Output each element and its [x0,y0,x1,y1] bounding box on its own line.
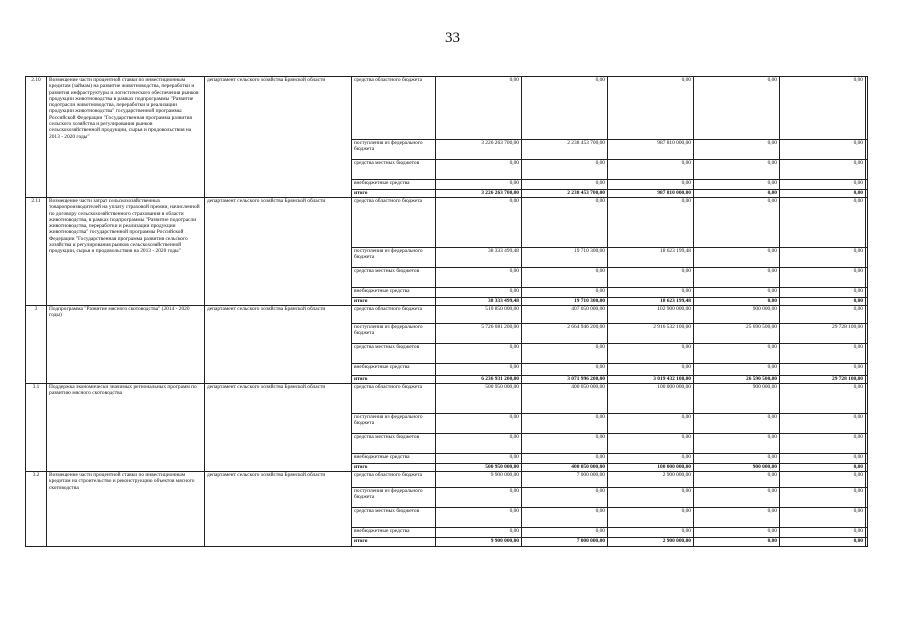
amount-cell: 0,00 [780,528,866,538]
amount-cell: 0,00 [694,528,780,538]
amount-cell: 510 850 000,00 [436,306,522,324]
amount-cell: 0,00 [608,268,694,288]
amount-cell: 38 333 499,48 [436,298,522,306]
amount-cell: 0,00 [694,538,780,547]
table-row [26,198,868,248]
amount-cell: 3 226 263 700,00 [436,140,522,160]
amount-cell: 0,00 [780,384,866,414]
amount-cell: 26 590 500,00 [694,376,780,384]
amount-cell [866,140,868,160]
amount-cell: 0,00 [608,414,694,434]
amount-cell: 9 900 000,00 [436,538,522,547]
amount-cell: 0,00 [780,288,866,298]
table-body [26,77,868,547]
amount-cell: 500 950 000,00 [436,464,522,472]
amount-cell: 29 728 100,00 [780,376,866,384]
amount-cell: 0,00 [780,434,866,454]
amount-cell: 400 050 000,00 [522,464,608,472]
amount-cell: 0,00 [522,488,608,508]
amount-cell: 0,00 [694,488,780,508]
funding-source: итого [352,538,436,547]
amount-cell: 3 071 996 200,00 [522,376,608,384]
funding-source: внебюджетные средства [352,288,436,298]
amount-cell: 0,00 [780,364,866,376]
funding-source: поступления из федерального бюджета [352,140,436,160]
amount-cell: 900 000,00 [694,464,780,472]
amount-cell: 2 664 946 200,00 [522,324,608,344]
amount-cell: 0,00 [436,434,522,454]
amount-cell [866,384,868,414]
funding-source: поступления из федерального бюджета [352,324,436,344]
amount-cell: 2 238 453 700,00 [522,190,608,198]
item-description: Подпрограмма "Развитие мясного скотоводства" (2014 - 2020 годы) [47,306,205,384]
budget-table [25,76,868,547]
amount-cell: 0,00 [522,180,608,190]
amount-cell [866,306,868,324]
amount-cell: 0,00 [436,414,522,434]
amount-cell [866,434,868,454]
amount-cell [866,180,868,190]
amount-cell: 0,00 [694,344,780,364]
amount-cell: 0,00 [780,160,866,180]
amount-cell: 0,00 [780,180,866,190]
funding-source: внебюджетные средства [352,454,436,464]
amount-cell [866,324,868,344]
item-number: 3.2 [26,472,47,547]
funding-source: средства местных бюджетов [352,434,436,454]
funding-source: средства местных бюджетов [352,344,436,364]
amount-cell: 0,00 [780,488,866,508]
amount-cell: 0,00 [780,77,866,140]
amount-cell: 0,00 [608,77,694,140]
amount-cell: 0,00 [436,180,522,190]
amount-cell: 0,00 [608,288,694,298]
funding-source: итого [352,298,436,306]
funding-source: внебюджетные средства [352,528,436,538]
amount-cell: 0,00 [522,508,608,528]
amount-cell: 407 050 000,00 [522,306,608,324]
amount-cell: 0,00 [436,198,522,248]
amount-cell: 0,00 [436,77,522,140]
amount-cell: 0,00 [608,180,694,190]
amount-cell: 0,00 [694,77,780,140]
amount-cell: 0,00 [436,508,522,528]
item-executor: департамент сельского хозяйства Брянской области [205,384,352,472]
funding-source: средства областного бюджета [352,472,436,488]
amount-cell: 0,00 [780,198,866,248]
amount-cell: 0,00 [780,538,866,547]
amount-cell: 0,00 [780,306,866,324]
amount-cell: 0,00 [780,344,866,364]
amount-cell: 0,00 [522,528,608,538]
amount-cell: 0,00 [780,140,866,160]
amount-cell [866,538,868,547]
amount-cell: 0,00 [436,488,522,508]
amount-cell: 0,00 [694,198,780,248]
amount-cell: 0,00 [436,454,522,464]
funding-source: средства областного бюджета [352,198,436,248]
amount-cell: 400 050 000,00 [522,384,608,414]
amount-cell: 0,00 [522,454,608,464]
amount-cell: 0,00 [608,488,694,508]
amount-cell: 0,00 [694,160,780,180]
amount-cell [866,288,868,298]
funding-source: итого [352,376,436,384]
table-row [26,384,868,414]
amount-cell [866,77,868,140]
amount-cell: 900 000,00 [694,384,780,414]
amount-cell: 3 226 263 700,00 [436,190,522,198]
item-executor: департамент сельского хозяйства Брянской области [205,198,352,306]
item-executor: департамент сельского хозяйства Брянской области [205,306,352,384]
table-row [26,472,868,488]
amount-cell: 19 710 300,00 [522,298,608,306]
amount-cell [866,344,868,364]
funding-source: средства местных бюджетов [352,160,436,180]
amount-cell: 0,00 [608,508,694,528]
amount-cell: 6 236 931 200,00 [436,376,522,384]
funding-source: итого [352,464,436,472]
funding-source: внебюджетные средства [352,180,436,190]
amount-cell: 0,00 [522,414,608,434]
amount-cell: 0,00 [522,268,608,288]
table-row [26,77,868,140]
amount-cell: 0,00 [436,344,522,364]
amount-cell [866,508,868,528]
amount-cell: 0,00 [522,198,608,248]
item-number: 2.11 [26,198,47,306]
amount-cell: 7 000 000,00 [522,538,608,547]
amount-cell: 0,00 [780,454,866,464]
funding-source: поступления из федерального бюджета [352,248,436,268]
amount-cell [866,190,868,198]
amount-cell: 0,00 [608,454,694,464]
funding-source: поступления из федерального бюджета [352,488,436,508]
amount-cell: 0,00 [608,160,694,180]
amount-cell: 0,00 [780,414,866,434]
amount-cell: 0,00 [694,190,780,198]
funding-source: средства областного бюджета [352,306,436,324]
amount-cell [866,528,868,538]
amount-cell: 500 950 000,00 [436,384,522,414]
amount-cell: 0,00 [694,434,780,454]
amount-cell: 0,00 [436,268,522,288]
amount-cell: 9 900 000,00 [436,472,522,488]
amount-cell: 0,00 [608,344,694,364]
funding-source: средства областного бюджета [352,384,436,414]
amount-cell: 0,00 [436,528,522,538]
amount-cell: 0,00 [780,508,866,528]
amount-cell: 0,00 [780,248,866,268]
funding-source: средства местных бюджетов [352,508,436,528]
amount-cell: 0,00 [780,472,866,488]
item-number: 3 [26,306,47,384]
amount-cell: 2 238 453 700,00 [522,140,608,160]
amount-cell [866,364,868,376]
amount-cell: 38 333 499,48 [436,248,522,268]
amount-cell [866,376,868,384]
amount-cell: 0,00 [608,364,694,376]
amount-cell: 0,00 [694,140,780,160]
amount-cell: 0,00 [694,180,780,190]
funding-source: внебюджетные средства [352,364,436,376]
amount-cell: 987 810 000,00 [608,190,694,198]
amount-cell: 2 900 000,00 [608,472,694,488]
amount-cell: 0,00 [522,344,608,364]
item-number: 3.1 [26,384,47,472]
amount-cell: 0,00 [608,434,694,454]
amount-cell [866,414,868,434]
funding-source: средства областного бюджета [352,77,436,140]
amount-cell: 987 810 000,00 [608,140,694,160]
amount-cell: 0,00 [608,528,694,538]
amount-cell: 0,00 [780,298,866,306]
amount-cell: 3 019 432 100,00 [608,376,694,384]
item-description: Возмещение части процентной ставки по инвестиционным кредитам на строительство и реконструкцию объектов мясного скотоводства [47,472,205,547]
amount-cell: 900 000,00 [694,306,780,324]
amount-cell: 25 690 500,00 [694,324,780,344]
amount-cell: 0,00 [694,248,780,268]
amount-cell: 0,00 [522,77,608,140]
funding-source: средства местных бюджетов [352,268,436,288]
amount-cell [866,464,868,472]
amount-cell: 0,00 [694,454,780,464]
amount-cell: 0,00 [694,472,780,488]
amount-cell: 7 000 000,00 [522,472,608,488]
amount-cell: 0,00 [694,364,780,376]
amount-cell: 0,00 [694,268,780,288]
amount-cell: 0,00 [436,364,522,376]
amount-cell: 0,00 [780,190,866,198]
amount-cell [866,198,868,248]
amount-cell: 100 000 000,00 [608,384,694,414]
amount-cell [866,454,868,464]
amount-cell: 0,00 [436,288,522,298]
amount-cell: 29 728 100,00 [780,324,866,344]
item-description: Возмещение части затрат сельскохозяйственных товаропроизводителей на уплату страховой премии, начисленной по договору сельскохозяйственного страхования в области животноводства, в рамках подпрограммы "Развитие подотрасли животноводства, переработки и реализации продукции животноводства" государственной программы Российской Федерации "Государственная программа развития сельского хозяйства и регулирования рынков сельскохозяйственной продукции, сырья и продовольствия на 2013 - 2020 годы" [47,198,205,306]
amount-cell: 100 000 000,00 [608,464,694,472]
amount-cell: 0,00 [436,160,522,180]
table-row [26,306,868,324]
amount-cell: 0,00 [522,288,608,298]
amount-cell [866,160,868,180]
amount-cell: 19 710 300,00 [522,248,608,268]
amount-cell: 0,00 [780,268,866,288]
amount-cell: 0,00 [522,364,608,376]
amount-cell: 0,00 [780,464,866,472]
amount-cell [866,298,868,306]
amount-cell: 18 623 199,48 [608,248,694,268]
amount-cell [866,488,868,508]
amount-cell [866,268,868,288]
item-description: Возмещение части процентной ставки по инвестиционным кредитам (займам) на развитие животноводства, переработки и развития инфраструктуры и логистического обеспечения рынков продукции животноводства в рамках подпрограммы "Развитие подотрасли животноводства, переработки и реализации продукции животноводства" государственной программы Российской Федерации "Государственная программа развития сельского хозяйства и регулирования рынков сельскохозяйственной продукции, сырья и продовольствия на 2013 - 2020 годы" [47,77,205,198]
funding-source: итого [352,190,436,198]
amount-cell [866,472,868,488]
amount-cell: 2 916 532 100,00 [608,324,694,344]
amount-cell: 2 900 000,00 [608,538,694,547]
item-executor: департамент сельского хозяйства Брянской области [205,472,352,547]
amount-cell: 0,00 [694,288,780,298]
amount-cell: 0,00 [522,434,608,454]
page-number: 33 [445,30,460,46]
amount-cell: 0,00 [694,298,780,306]
funding-source: поступления из федерального бюджета [352,414,436,434]
amount-cell: 0,00 [522,160,608,180]
item-executor: департамент сельского хозяйства Брянской области [205,77,352,198]
amount-cell [866,248,868,268]
item-description: Поддержка экономически значимых региональных программ по развитию мясного скотоводства [47,384,205,472]
amount-cell: 0,00 [608,198,694,248]
amount-cell: 102 900 000,00 [608,306,694,324]
item-number: 2.10 [26,77,47,198]
amount-cell: 18 623 199,48 [608,298,694,306]
amount-cell: 0,00 [694,414,780,434]
amount-cell: 0,00 [694,508,780,528]
amount-cell: 5 726 081 200,00 [436,324,522,344]
